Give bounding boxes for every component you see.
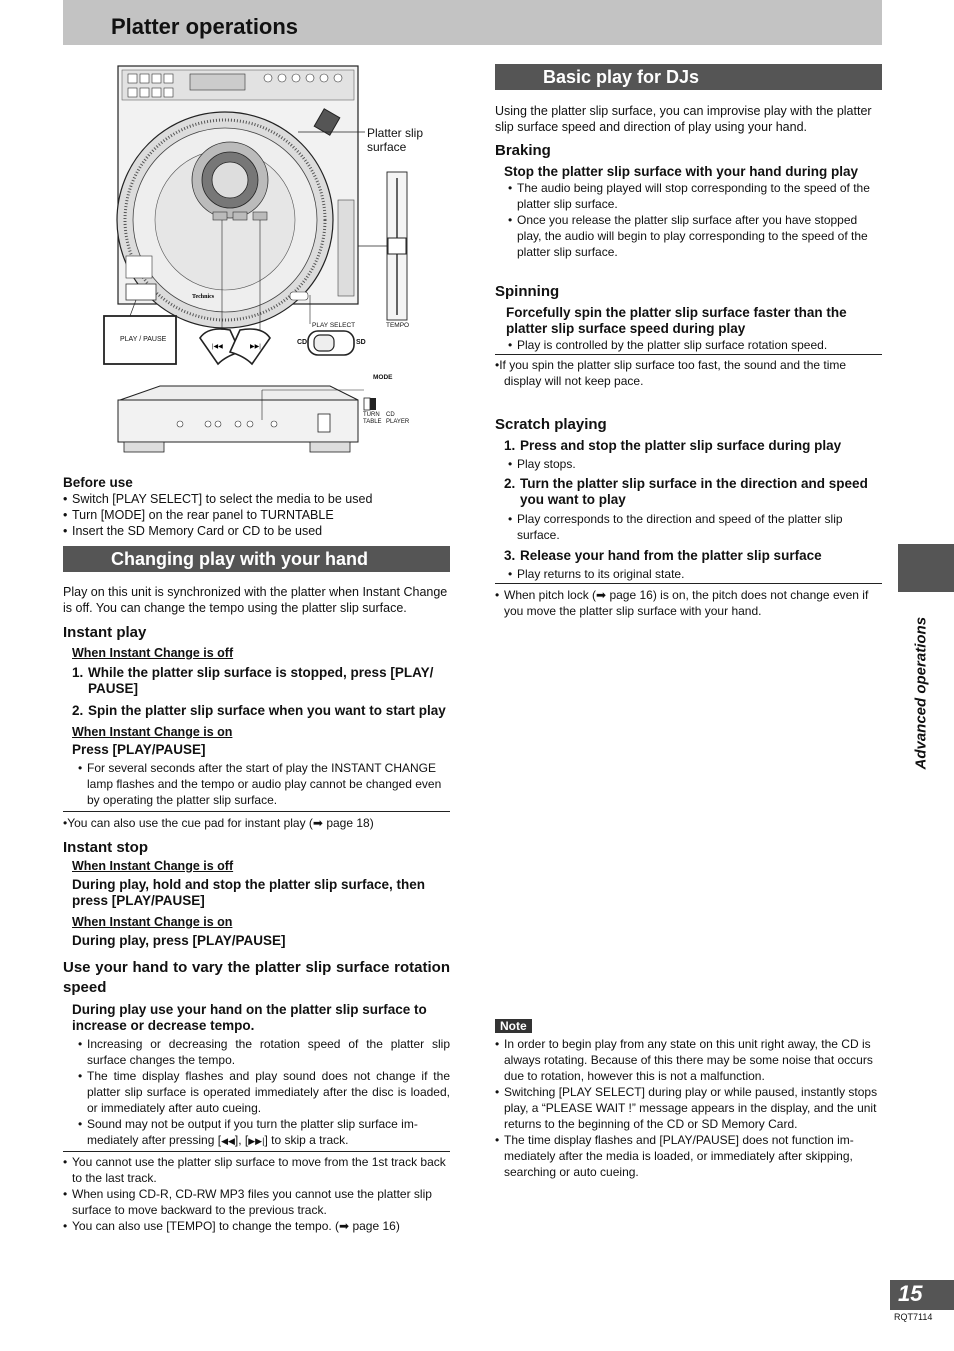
divider: [495, 583, 882, 584]
svg-text:▶▶|: ▶▶|: [250, 344, 261, 350]
arrow-icon: ➡: [339, 1219, 350, 1233]
arrow-icon: ➡: [596, 588, 607, 602]
section-bar-basic: [495, 64, 882, 90]
section-title-changing: Changing play with your hand: [111, 549, 369, 569]
vary-heading: Use your hand to vary the platter slip surface rotation speed: [63, 959, 450, 996]
page-number-box: [890, 1280, 954, 1310]
basic-section: [495, 103, 882, 619]
vary-footnote: • You cannot use the platter slip surface to move from the 1st track back to the last track.: [63, 1154, 450, 1186]
play-pause-label: PLAY / PAUSE: [120, 336, 167, 343]
section-bar-changing: [63, 546, 450, 572]
note-section: [495, 1017, 882, 1180]
vary-footnote: • You can also use [TEMPO] to change the tempo. (➡ page 16): [63, 1218, 450, 1234]
scratch-heading: Scratch playing: [495, 416, 607, 433]
cd-label: CD: [297, 339, 308, 346]
instant-play-step: 2. Spin the platter slip surface when you want to start play: [72, 703, 446, 718]
turntable-label: TURN TABLE: [363, 412, 382, 425]
vary-note: • Increasing or decreasing the rotation speed of the platter slip surface changes the tempo.: [78, 1036, 450, 1068]
before-use-heading: Before use: [63, 475, 133, 490]
braking-note: • The audio being played will stop corresponding to the speed of the platter slip surface.: [508, 180, 882, 212]
before-use-item: • Insert the SD Memory Card or CD to be used: [63, 523, 450, 539]
braking-heading: Braking: [495, 142, 551, 159]
note-label: Note: [495, 1019, 532, 1033]
svg-text:|◀◀: |◀◀: [212, 344, 223, 350]
page-number: 15: [898, 1281, 923, 1306]
vary-action: During play use your hand on the platter slip surface to increase or decrease tempo.: [72, 1002, 427, 1033]
before-use-item: • Turn [MODE] on the rear panel to TURNTABLE: [63, 507, 450, 523]
vary-note: • Sound may not be output if you turn the platter slip surface im-mediately after pressing [◀◀], [▶▶|] to skip a track.: [78, 1116, 450, 1149]
mode-switch: [364, 398, 370, 410]
skip-next-icon: ▶▶|: [248, 1136, 265, 1146]
changing-section: [63, 584, 450, 1234]
instant-stop-heading: Instant stop: [63, 839, 148, 856]
arrow-icon: ➡: [312, 816, 323, 830]
scratch-footnote: • When pitch lock (➡ page 16) is on, the pitch does not change even if you move the platter slip surface with your hand.: [495, 587, 882, 619]
cd-player-label: CD PLAYER: [386, 412, 410, 425]
note-item: • The time display flashes and [PLAY/PAUSE] does not function im-mediately after the media is loaded, or immediately after skipping, searching or auto cueing.: [495, 1132, 882, 1180]
scratch-step: 2. Turn the platter slip surface in the direction and speed you want to play: [504, 476, 868, 507]
braking-action: Stop the platter slip surface with your hand during play: [504, 164, 859, 179]
instant-play-on-action: Press [PLAY/PAUSE]: [72, 742, 206, 757]
instant-stop-off-label: When Instant Change is off: [72, 859, 234, 873]
divider: [63, 1151, 450, 1152]
braking-note: • Once you release the platter slip surface after you have stopped play, the audio will begin to play corresponding to the speed of the platter slip surface.: [508, 212, 882, 260]
brand-text: Technics: [192, 294, 215, 300]
basic-intro: Using the platter slip surface, you can improvise play with the platter slip surface speed and direction of play using your hand.: [495, 104, 872, 134]
vary-footnote: • When using CD-R, CD-RW MP3 files you cannot use the platter slip surface to move backward to the previous track.: [63, 1186, 450, 1218]
instant-stop-on-label: When Instant Change is on: [72, 915, 233, 929]
instant-play-footnote: •You can also use the cue pad for instant play (➡ page 18): [63, 816, 374, 830]
divider: [495, 354, 882, 355]
spinning-heading: Spinning: [495, 283, 560, 300]
changing-intro: Play on this unit is synchronized with the platter when Instant Change is off. You can change the tempo using the platter slip surface.: [63, 585, 448, 615]
side-tab: [898, 544, 954, 592]
page-title: Platter operations: [111, 14, 299, 39]
skip-prev-icon: ◀◀: [221, 1136, 235, 1146]
instant-play-on-note: • For several seconds after the start of play the INSTANT CHANGE lamp flashes and the tempo or audio play cannot be changed even by operating the platter slip surface.: [78, 760, 450, 808]
instant-play-on-label: When Instant Change is on: [72, 725, 233, 739]
document-code: RQT7114: [894, 1312, 933, 1322]
divider: [63, 811, 450, 812]
tempo-label: TEMPO: [386, 322, 410, 329]
turntable-diagram: [100, 60, 420, 470]
mode-label: MODE: [373, 374, 393, 381]
spinning-note: • Play is controlled by the platter slip surface rotation speed.: [508, 337, 882, 353]
spinning-footnote: •If you spin the platter slip surface too fast, the sound and the time display will not keep pace.: [495, 358, 847, 388]
section-title-basic: Basic play for DJs: [543, 67, 700, 87]
instant-play-step: 1. While the platter slip surface is stopped, press [PLAY/ PAUSE]: [72, 665, 434, 696]
instant-stop-off-action: During play, hold and stop the platter slip surface, then press [PLAY/PAUSE]: [72, 877, 426, 908]
platter-callout-label: Platter slip surface: [367, 126, 424, 154]
scratch-step: 1. Press and stop the platter slip surface during play: [504, 438, 842, 453]
before-use-section: [63, 475, 450, 539]
instant-stop-on-action: During play, press [PLAY/PAUSE]: [72, 933, 286, 948]
sd-label: SD: [356, 339, 366, 346]
before-use-item: • Switch [PLAY SELECT] to select the media to be used: [63, 491, 450, 507]
instant-play-heading: Instant play: [63, 624, 147, 641]
scratch-step-note: • Play stops.: [508, 456, 882, 472]
scratch-step-note: • Play returns to its original state.: [508, 566, 882, 582]
vary-note: • The time display flashes and play sound does not change if the platter slip surface is operated immediately after the disc is loaded, or immediately after auto cueing.: [78, 1068, 450, 1116]
scratch-step: 3. Release your hand from the platter slip surface: [504, 548, 822, 563]
instant-play-off-label: When Instant Change is off: [72, 646, 234, 660]
play-select-label: PLAY SELECT: [312, 322, 356, 329]
note-item: • Switching [PLAY SELECT] during play or while paused, instantly stops play, a “PLEASE WAIT !” message appears in the display, and the unit returns to the beginning of the CD or SD Memory Card.: [495, 1084, 882, 1132]
spinning-action: Forcefully spin the platter slip surface faster than the platter slip surface speed during play: [506, 305, 847, 336]
scratch-step-note: • Play corresponds to the direction and speed of the platter slip surface.: [508, 511, 882, 543]
note-item: • In order to begin play from any state on this unit right away, the CD is always rotating. Because of this there may be some noise that occurs due to rotation, however this is not a malfunction.: [495, 1036, 882, 1084]
side-tab-label: Advanced operations: [912, 616, 930, 770]
